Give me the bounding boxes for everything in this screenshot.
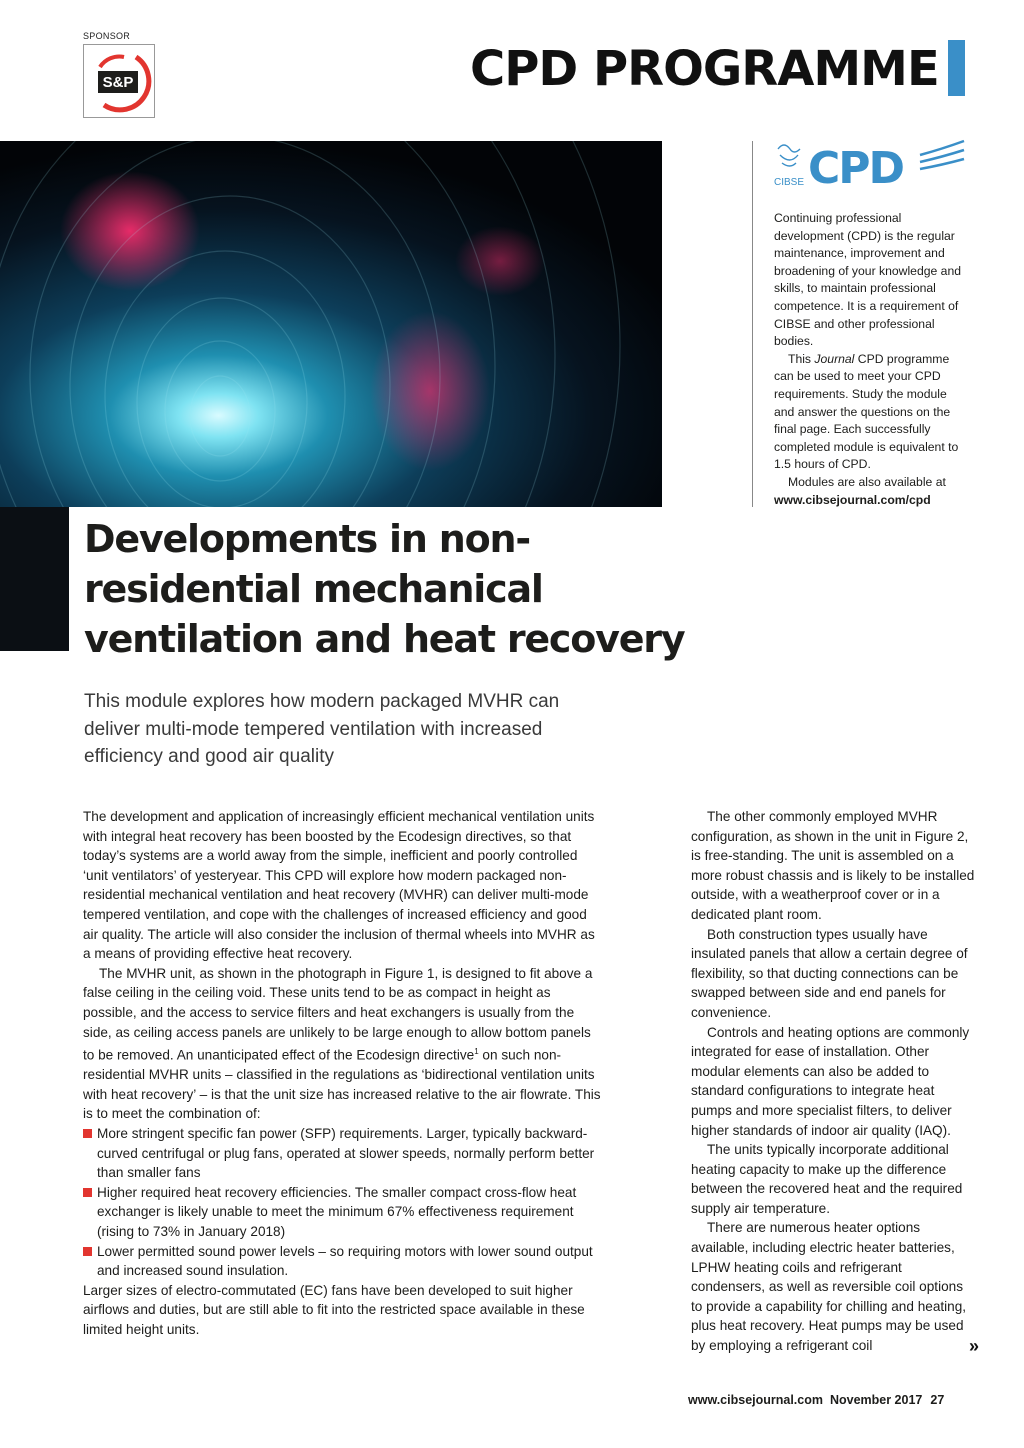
body-paragraph: Both construction types usually have insulated panels that allow a certain degree of flexibility, so that ducting connections can be swapped between side and end panels for convenience.: [691, 926, 968, 1020]
header-accent-bar: [948, 40, 965, 96]
cibse-cpd-logo: [772, 135, 966, 191]
cpd-logo-text: CPD: [808, 143, 904, 191]
body-column-right: [691, 807, 976, 1356]
footer-date: November 2017: [829, 1393, 923, 1407]
body-paragraph: The other commonly employed MVHR configuration, as shown in the unit in Figure 2, is free-standing. The unit is assembled on a more robust chassis and is likely to be installed outside, with a weatherproof cover or in a dedicated plant room.: [691, 809, 975, 922]
journal-emphasis: Journal: [814, 351, 855, 366]
article-title: Developments in non-residential mechanical ventilation and heat recovery: [84, 517, 685, 661]
cpd-intro: [774, 210, 964, 509]
cpd-website-link[interactable]: www.cibsejournal.com/cpd: [774, 492, 931, 507]
bullet-text: Lower permitted sound power levels – so requiring motors with lower sound output and increased sound insulation.: [97, 1243, 593, 1279]
body-column-left: [83, 807, 603, 1340]
bullet-list: [83, 1124, 603, 1281]
section-title: CPD PROGRAMME: [470, 41, 939, 97]
cpd-text: This: [788, 351, 815, 366]
body-text: The MVHR unit, as shown in the photograph in Figure 1, is designed to fit above a false ceiling in the ceiling void. These units tend to be as compact in height as possible, and the access to service filters and heat exchangers is usually from the side, as ceiling access panels are unlikely to be large enough to allow bottom panels to be removed. An unanticipated effect of the Ecodesign directive: [83, 965, 593, 1063]
hero-image: [0, 141, 662, 507]
bullet-square-icon: [83, 1129, 92, 1138]
body-paragraph: [83, 964, 603, 1124]
body-paragraph: There are numerous heater options available, including electric heater batteries, LPHW heating coils and refrigerant condensers, as well as reversible coil options to provide a capability for chilling and heating, plus heat recovery. Heat pumps may be used by employing a refrigerant coil: [691, 1220, 967, 1354]
footer-website[interactable]: www.cibsejournal.com: [688, 1393, 823, 1407]
sponsor-logo-text: S&P: [102, 74, 134, 91]
cpd-text: CPD programme can be used to meet your CPD requirements. Study the module and answer the questions on the final page. Each successfully completed module is equivalent to 1.5 hours of CPD.: [774, 351, 959, 472]
bullet-item: [83, 1242, 603, 1281]
continue-arrow-icon: »: [969, 1336, 980, 1356]
hero-image-strip: [0, 507, 69, 651]
sp-logo-icon: [84, 45, 154, 117]
article-standfirst: This module explores how modern packaged MVHR can deliver multi-mode tempered ventilation with increased efficiency and good air quality: [84, 691, 560, 767]
footnote-ref: 1: [474, 1047, 479, 1057]
cpd-logo-subtext: CIBSE: [774, 177, 805, 188]
bullet-square-icon: [83, 1247, 92, 1256]
page-number: 27: [930, 1393, 945, 1407]
cpd-intro-para: [774, 351, 964, 474]
bullet-item: [83, 1183, 603, 1242]
bullet-text: More stringent specific fan power (SFP) requirements. Larger, typically backward-curved centrifugal or plug fans, operated at slower speeds, normally perform better than smaller fans: [97, 1126, 595, 1181]
bullet-square-icon: [83, 1188, 92, 1197]
page-footer: [688, 1393, 944, 1407]
sponsor-logo: [83, 44, 155, 118]
cibse-cpd-logo-icon: [772, 135, 966, 191]
cpd-intro-para: Continuing professional development (CPD) is the regular maintenance, improvement and broadening of your knowledge and skills, to maintain professional competence. It is a requirement of CIBSE and other professional bodies.: [774, 211, 962, 349]
bullet-text: Higher required heat recovery efficiencies. The smaller compact cross-flow heat exchanger is likely unable to meet the minimum 67% effectiveness requirement (rising to 73% in January 2018): [97, 1184, 577, 1239]
side-divider: [752, 141, 753, 507]
body-paragraph: The units typically incorporate additional heating capacity to make up the difference between the recovered heat and the required supply air temperature.: [691, 1142, 963, 1216]
duct-tunnel-photo-icon: [0, 141, 662, 507]
body-paragraph: Larger sizes of electro-commutated (EC) fans have been developed to suit higher airflows and duties, but are still able to fit into the restricted space available in these limited height units.: [83, 1282, 585, 1337]
body-paragraph: Controls and heating options are commonly integrated for ease of installation. Other modular elements can also be added to standard configurations to integrate heat pumps and more specialist filters, to deliver higher standards of indoor air quality (IAQ).: [691, 1024, 970, 1138]
bullet-item: [83, 1124, 603, 1183]
body-paragraph: The development and application of increasingly efficient mechanical ventilation units with integral heat recovery has been boosted by the Ecodesign directives, so that today’s systems are a world away from the simple, inefficient and poorly controlled ‘unit ventilators’ of yesteryear. This CPD will explore how modern packaged non-residential mechanical ventilation and heat recovery (MVHR) can deliver multi-mode tempered ventilation, and cope with the challenges of increased efficiency and good air quality. The article will also consider the inclusion of thermal wheels into MVHR as a means of providing effective heat recovery.: [83, 809, 595, 962]
body-text: on such non-residential MVHR units – classified in the regulations as ‘bidirectional ventilation units with heat recovery’ – is that the unit size has increased relative to the air flowrate. This is to meet the combination of:: [83, 1047, 601, 1122]
cpd-intro-para: Modules are also available at: [788, 474, 946, 489]
sponsor-label: SPONSOR: [83, 31, 131, 41]
